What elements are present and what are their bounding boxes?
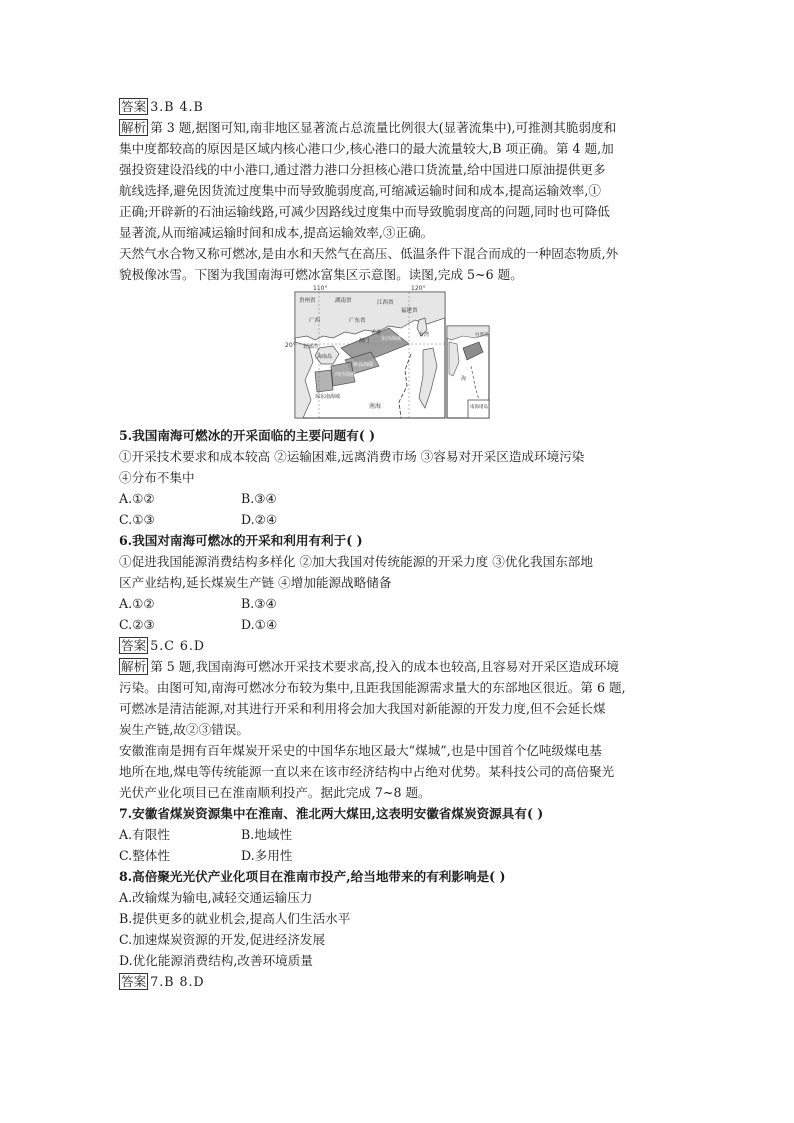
label-shenhu: 神狐海域 (353, 362, 374, 368)
question-5-options-row (119, 509, 679, 530)
answer-text: 3.B 4.B (150, 99, 204, 114)
option-b: B.③④ (241, 491, 277, 506)
question-7-options-row (119, 845, 679, 866)
analysis-line: 航线选择,避免因货流过度集中而导致脆弱度高,可缩减运输时间和成本,提高运输效率,① (119, 183, 601, 198)
label-hongkong: 香港 (371, 330, 382, 336)
option-a: A.①② (119, 596, 155, 611)
label-dongsha: 东沙海域 (381, 336, 402, 342)
analysis-line: 显著流,从而缩减运输时间和成本,提高运输效率,③正确。 (119, 225, 434, 240)
answer-line-7-8 (119, 971, 679, 992)
option-a: A.改输煤为输电,减轻交通运输压力 (119, 890, 313, 905)
question-5-stem: 5.我国南海可燃冰的开采面临的主要问题有( ) (119, 428, 376, 443)
label-taiwan: 台湾 (419, 332, 430, 338)
option-c: C.整体性 (119, 848, 170, 863)
document-page (119, 96, 679, 992)
intro-paragraph-line: 地所在地,煤电等传统能源一直以来在该市经济结构中占绝对优势。某科技公司的高倍聚光 (119, 764, 615, 779)
option-a: A.①② (119, 491, 155, 506)
option-d: D.多用性 (241, 848, 293, 863)
label-guangxi: 广西 (309, 318, 321, 324)
option-a: A.有限性 (119, 827, 170, 842)
analysis-tag: 解析 (121, 659, 147, 674)
question-6-options-row (119, 593, 679, 614)
analysis-line: 污染。由图可知,南海可燃冰分布较为集中,且距我国能源需求量大的东部地区很近。第 6 题, (119, 680, 626, 695)
analysis-line: 集中度都较高的原因是区域内核心港口少,核心港口的最大流量较大,B 项正确。第 4 题,加 (119, 141, 614, 156)
question-8-stem: 8.高倍聚光光伏产业化项目在淮南市投产,给当地带来的有利影响是( ) (119, 869, 506, 884)
analysis-tag: 解析 (121, 120, 147, 135)
answer-line-3-4 (119, 96, 679, 117)
analysis-line: 强投资建设沿线的中小港口,通过潜力港口分担核心港口货流量,给中国进口原油提供更多 (119, 162, 606, 177)
qiongdongnan-zone (315, 370, 333, 392)
lon-label-110: 110° (313, 285, 328, 292)
label-qiongdongnan: 琼东南海域 (315, 394, 341, 400)
lon-label-120: 120° (411, 285, 426, 292)
map-svg (119, 285, 679, 422)
question-5-options-row (119, 488, 679, 509)
option-b: B.提供更多的就业机会,提高人们生活水平 (119, 911, 351, 926)
option-d: D.①④ (241, 617, 278, 632)
south-china-sea-map-figure (119, 285, 679, 422)
analysis-text: 第 5 题,我国南海可燃冰开采技术要求高,投入的成本也较高,且容易对开采区造成环境 (150, 659, 619, 674)
option-d: D.优化能源消费结构,改善环境质量 (119, 953, 313, 968)
analysis-line (119, 117, 679, 138)
answer-tag: 答案 (121, 638, 147, 653)
question-6-items: 区产业结构,延长煤炭生产链 ④增加能源战略储备 (119, 575, 392, 590)
analysis-text: 第 3 题,据图可知,南非地区显著流占总流量比例很大(显著流集中),可推测其脆弱度和 (150, 120, 617, 135)
answer-tag: 答案 (121, 974, 147, 989)
option-c: C.①③ (119, 512, 155, 527)
label-jiangxi: 江西省 (377, 300, 394, 306)
answer-text: 5.C 6.D (150, 638, 205, 653)
question-5-items: ①开采技术要求和成本较高 ②运输困难,远离消费市场 ③容易对开采区造成环境污染 (119, 449, 585, 464)
answer-tag: 答案 (121, 99, 147, 114)
option-c: C.加速煤炭资源的开发,促进经济发展 (119, 932, 326, 947)
label-macau: 澳门 (359, 338, 370, 344)
analysis-line: 正确;开辟新的石油运输线路,可减少因路线过度集中而导致脆弱度高的问题,同时也可降低 (119, 204, 610, 219)
question-5-items: ④分布不集中 (119, 470, 195, 485)
analysis-line: 炭生产链,故②③错误。 (119, 722, 249, 737)
intro-paragraph-line: 光伏产业化项目已在淮南顺利投产。据此完成 7~8 题。 (119, 785, 431, 800)
question-6-items: ①促进我国能源消费结构多样化 ②加大我国对传统能源的开采力度 ③优化我国东部地 (119, 554, 593, 569)
label-hainan: 海南岛 (317, 354, 333, 360)
answer-line-5-6 (119, 635, 679, 656)
label-beibu-gulf: 北部湾 (303, 344, 319, 350)
label-xisha: 西沙海槽 (335, 372, 356, 378)
intro-paragraph-line: 安徽淮南是拥有百年煤炭开采史的中国华东地区最大“煤城”,也是中国首个亿吨级煤电基 (119, 743, 602, 758)
option-b: B.地域性 (241, 827, 293, 842)
question-6-options-row (119, 614, 679, 635)
inset-label-sea: 海 (461, 376, 467, 382)
option-b: B.③④ (241, 596, 277, 611)
label-fujian: 福建省 (401, 308, 418, 314)
intro-paragraph-line: 貌极像冰雪。下图为我国南海可燃冰富集区示意图。读图,完成 5~6 题。 (119, 267, 523, 282)
label-hunan: 湖南省 (335, 298, 352, 304)
question-7-options-row (119, 824, 679, 845)
question-6-stem: 6.我国对南海可燃冰的开采和利用有利于( ) (119, 533, 363, 548)
label-south-sea: 南海 (369, 403, 382, 410)
inset-label-islands: 南海诸岛 (470, 405, 488, 410)
answer-text: 7.B 8.D (150, 974, 205, 989)
label-guangdong: 广东省 (349, 318, 366, 324)
option-d: D.②④ (241, 512, 278, 527)
intro-paragraph-line: 天然气水合物又称可燃冰,是由水和天然气在高压、低温条件下混合而成的一种固态物质,外 (119, 246, 619, 261)
question-7-stem: 7.安徽省煤炭资源集中在淮南、淮北两大煤田,这表明安徽省煤炭资源具有( ) (119, 806, 544, 821)
analysis-line (119, 656, 679, 677)
inset-label-taiwan-province: 台湾省 (475, 333, 489, 338)
analysis-line: 可燃冰是清洁能源,对其进行开采和利用将会加大我国对新能源的开发力度,但不会延长煤 (119, 701, 606, 716)
option-c: C.②③ (119, 617, 155, 632)
lat-label-20: 20° (285, 342, 296, 349)
label-guizhou: 贵州省 (299, 298, 316, 304)
